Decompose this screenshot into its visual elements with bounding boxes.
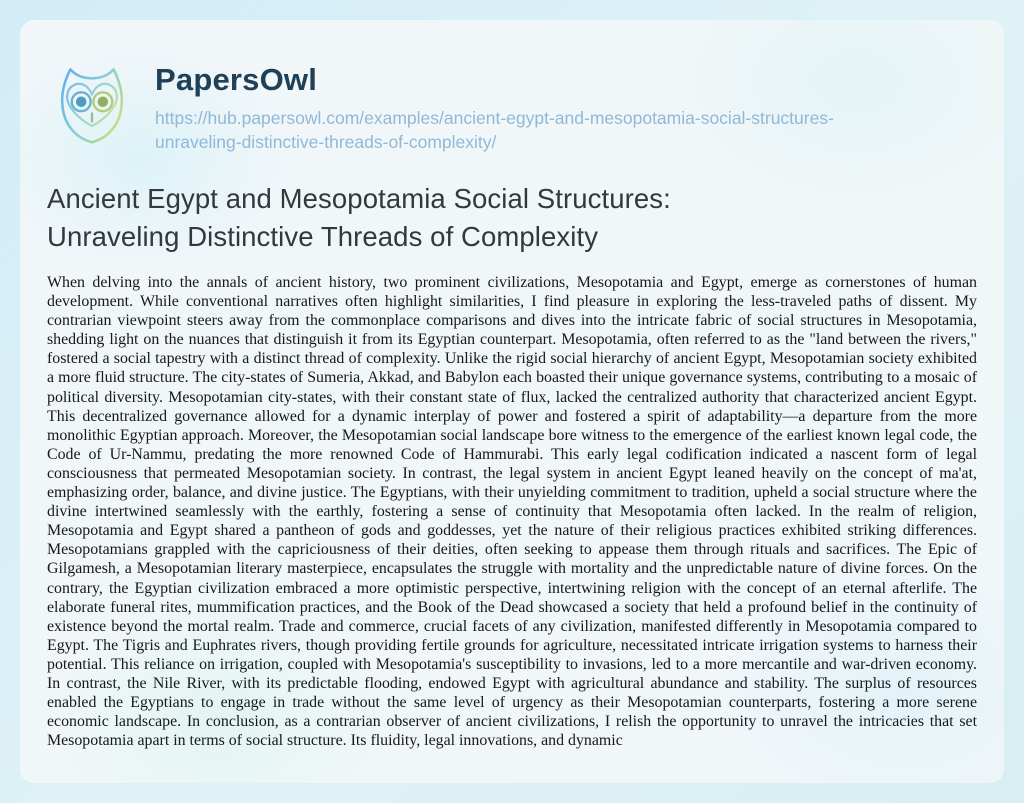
brand-name: PapersOwl xyxy=(155,62,318,97)
document-panel xyxy=(20,20,1004,783)
header-text xyxy=(155,60,834,154)
source-url-line1: https://hub.papersowl.com/examples/ancient-egypt-and-mesopotamia-social-structures- xyxy=(155,108,834,128)
page-title-line2: Unraveling Distinctive Threads of Complexity xyxy=(47,221,599,252)
essay-body: When delving into the annals of ancient history, two prominent civilizations, Mesopotamia and Egypt, emerge as cornerstones of human development. While conventional narratives often highlight similarities, I find pleasure in exploring the less-traveled paths of dissent. My contrarian viewpoint steers away from the commonplace comparisons and dives into the intricate fabric of social structures in Mesopotamia, shedding light on the nuances that distinguish it from its Egyptian counterpart. Mesopotamia, often referred to as the "land between the rivers," fostered a social tapestry with a distinct thread of complexity. Unlike the rigid social hierarchy of ancient Egypt, Mesopotamian society exhibited a more fluid structure. The city-states of Sumeria, Akkad, and Babylon each boasted their unique governance systems, contributing to a mosaic of political diversity. Mesopotamian city-states, with their constant state of flux, lacked the centralized authority that characterized ancient Egypt. This decentralized governance allowed for a dynamic interplay of power and fostered a spirit of adaptability—a departure from the more monolithic Egyptian approach. Moreover, the Mesopotamian social landscape bore witness to the emergence of the earliest known legal code, the Code of Ur-Nammu, predating the more renowned Code of Hammurabi. This early legal codification indicated a nascent form of legal consciousness that permeated Mesopotamian society. In contrast, the legal system in ancient Egypt leaned heavily on the concept of ma'at, emphasizing order, balance, and divine justice. The Egyptians, with their unyielding commitment to tradition, upheld a social structure where the divine intertwined seamlessly with the earthly, fostering a sense of continuity that Mesopotamia often lacked. In the realm of religion, Mesopotamia and Egypt shared a pantheon of gods and goddesses, yet the nature of their religious practices exhibited striking differences. Mesopotamians grappled with the capriciousness of their deities, often seeking to appease them through rituals and sacrifices. The Epic of Gilgamesh, a Mesopotamian literary masterpiece, encapsulates the struggle with mortality and the unpredictable nature of divine forces. On the contrary, the Egyptian civilization embraced a more optimistic perspective, intertwining religion with the concept of an eternal afterlife. The elaborate funeral rites, mummification practices, and the Book of the Dead showcased a society that held a profound belief in the continuity of existence beyond the mortal realm. Trade and commerce, crucial facets of any civilization, manifested differently in Mesopotamia compared to Egypt. The Tigris and Euphrates rivers, though providing fertile grounds for agriculture, necessitated intricate irrigation systems to harness their potential. This reliance on irrigation, coupled with Mesopotamia's susceptibility to invasions, led to a more mercantile and war-driven economy. In contrast, the Nile River, with its predictable flooding, endowed Egypt with agricultural abundance and stability. The surplus of resources enabled the Egyptians to engage in trade without the same level of urgency as their Mesopotamian counterparts, fostering a more serene economic landscape. In conclusion, as a contrarian observer of ancient civilizations, I relish the opportunity to unravel the intricacies that set Mesopotamia apart in terms of social structure. Its fluidity, legal innovations, and dynamic xyxy=(47,274,977,750)
owl-logo-icon xyxy=(47,56,137,152)
page-title-line1: Ancient Egypt and Mesopotamia Social Structures: xyxy=(47,183,671,214)
page-title xyxy=(47,180,977,256)
source-url-link[interactable] xyxy=(155,106,834,154)
source-url-line2: unraveling-distinctive-threads-of-complexity/ xyxy=(155,132,497,152)
header xyxy=(47,60,977,154)
